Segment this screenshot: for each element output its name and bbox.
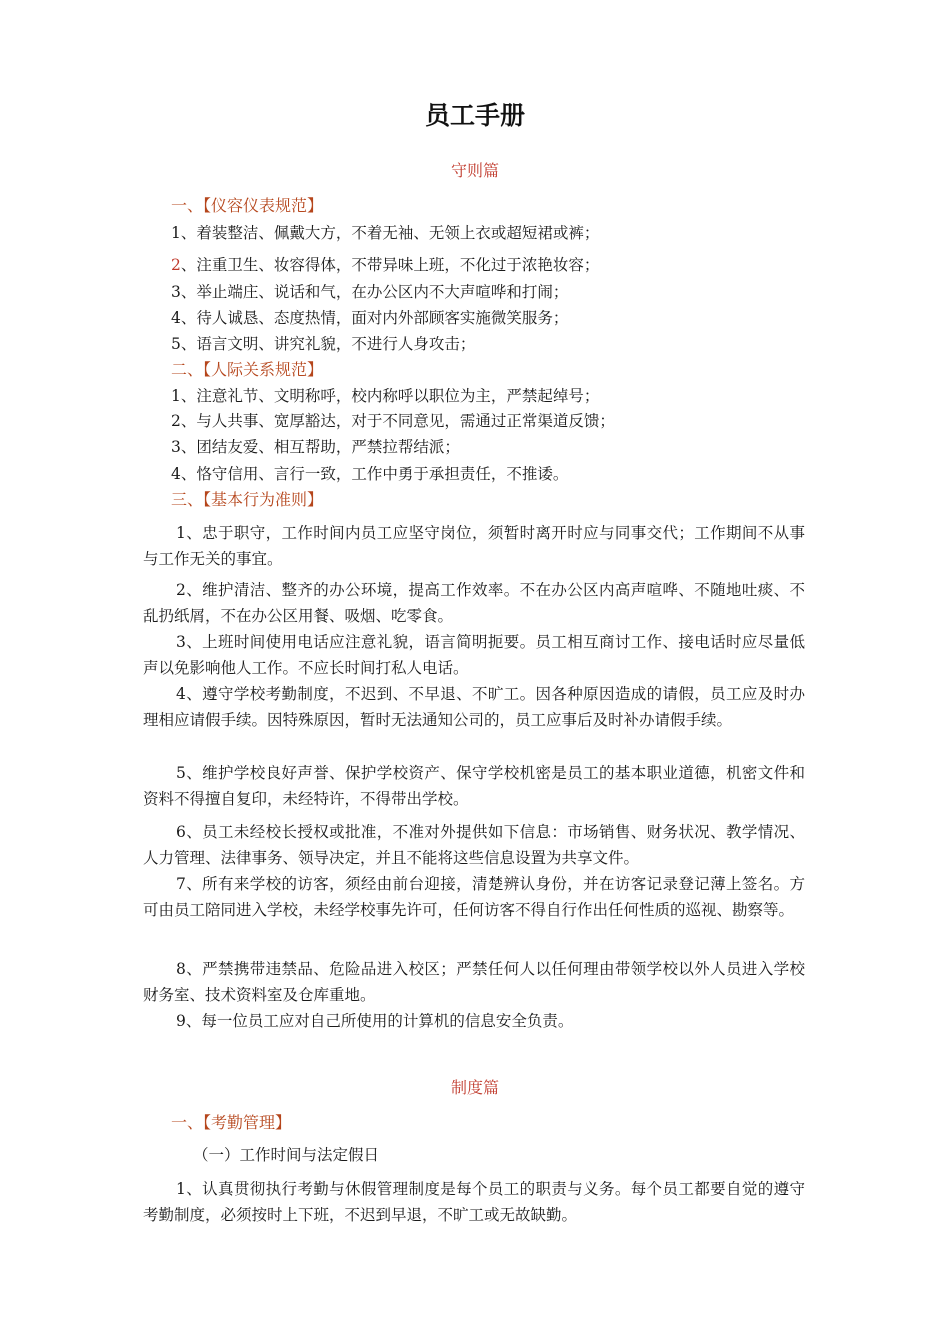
subsection-heading: （一）工作时间与法定假日	[193, 1146, 380, 1164]
paragraph: 5、维护学校良好声誉、保护学校资产、保守学校机密是员工的基本职业道德，机密文件和资料不得擅自复印，未经特许，不得带出学校。	[143, 764, 805, 808]
list-item: 1、着装整洁、佩戴大方，不着无袖、无领上衣或超短裙或裤；	[171, 224, 600, 242]
paragraph: 1、认真贯彻执行考勤与休假管理制度是每个员工的职责与义务。每个员工都要自觉的遵守考勤制度，必须按时上下班，不迟到早退，不旷工或无故缺勤。	[143, 1180, 805, 1224]
section-heading-conduct: 三、【基本行为准则】	[171, 490, 324, 509]
document-title: 员工手册	[424, 101, 525, 130]
list-item: 4、恪守信用、言行一致，工作中勇于承担责任，不推诿。	[171, 465, 569, 483]
part-heading-rules: 守则篇	[450, 161, 499, 180]
paragraph: 4、遵守学校考勤制度，不迟到、不早退、不旷工。因各种原因造成的请假，员工应及时办理相应请假手续。因特殊原因，暂时无法通知公司的，员工应事后及时补办请假手续。	[143, 685, 805, 729]
list-item: 1、注意礼节、文明称呼，校内称呼以职位为主，严禁起绰号；	[171, 387, 600, 405]
list-item: 2、与人共事、宽厚豁达，对于不同意见，需通过正常渠道反馈；	[171, 412, 615, 430]
list-item: 4、待人诚恳、态度热情，面对内外部顾客实施微笑服务；	[171, 309, 569, 327]
paragraph: 1、忠于职守，工作时间内员工应坚守岗位，须暂时离开时应与同事交代；工作期间不从事与工作无关的事宜。	[143, 524, 805, 568]
paragraph: 2、维护清洁、整齐的办公环境，提高工作效率。不在办公区内高声喧哗、不随地吐痰、不乱扔纸屑，不在办公区用餐、吸烟、吃零食。	[143, 581, 805, 625]
list-item-text: 、注重卫生、妆容得体，不带异味上班，不化过于浓艳妆容；	[180, 256, 600, 274]
paragraph: 3、上班时间使用电话应注意礼貌，语言简明扼要。员工相互商讨工作、接电话时应尽量低声以免影响他人工作。不应长时间打私人电话。	[143, 633, 805, 677]
section-heading-appearance: 一、【仪容仪表规范】	[171, 196, 324, 215]
paragraph: 9、每一位员工应对自己所使用的计算机的信息安全负责。	[176, 1012, 574, 1030]
section-heading-attendance: 一、【考勤管理】	[171, 1113, 292, 1132]
paragraph: 7、所有来学校的访客，须经由前台迎接，清楚辨认身份，并在访客记录登记薄上签名。方可由员工陪同进入学校，未经学校事先许可，任何访客不得自行作出任何性质的巡视、勘察等。	[143, 875, 805, 919]
section-heading-relations: 二、【人际关系规范】	[171, 360, 324, 379]
list-item: 3、团结友爱、相互帮助，严禁拉帮结派；	[171, 438, 460, 456]
paragraph: 8、严禁携带违禁品、危险品进入校区；严禁任何人以任何理由带领学校以外人员进入学校财务室、技术资料室及仓库重地。	[143, 960, 805, 1004]
part-heading-policies: 制度篇	[450, 1078, 499, 1097]
paragraph: 6、员工未经校长授权或批准，不准对外提供如下信息：市场销售、财务状况、教学情况、人力管理、法律事务、领导决定，并且不能将这些信息设置为共享文件。	[143, 823, 805, 867]
list-item: 2、注重卫生、妆容得体，不带异味上班，不化过于浓艳妆容；	[171, 256, 600, 274]
list-item: 5、语言文明、讲究礼貌，不进行人身攻击；	[171, 335, 476, 353]
list-item: 3、举止端庄、说话和气，在办公区内不大声喧哗和打闹；	[171, 283, 569, 301]
